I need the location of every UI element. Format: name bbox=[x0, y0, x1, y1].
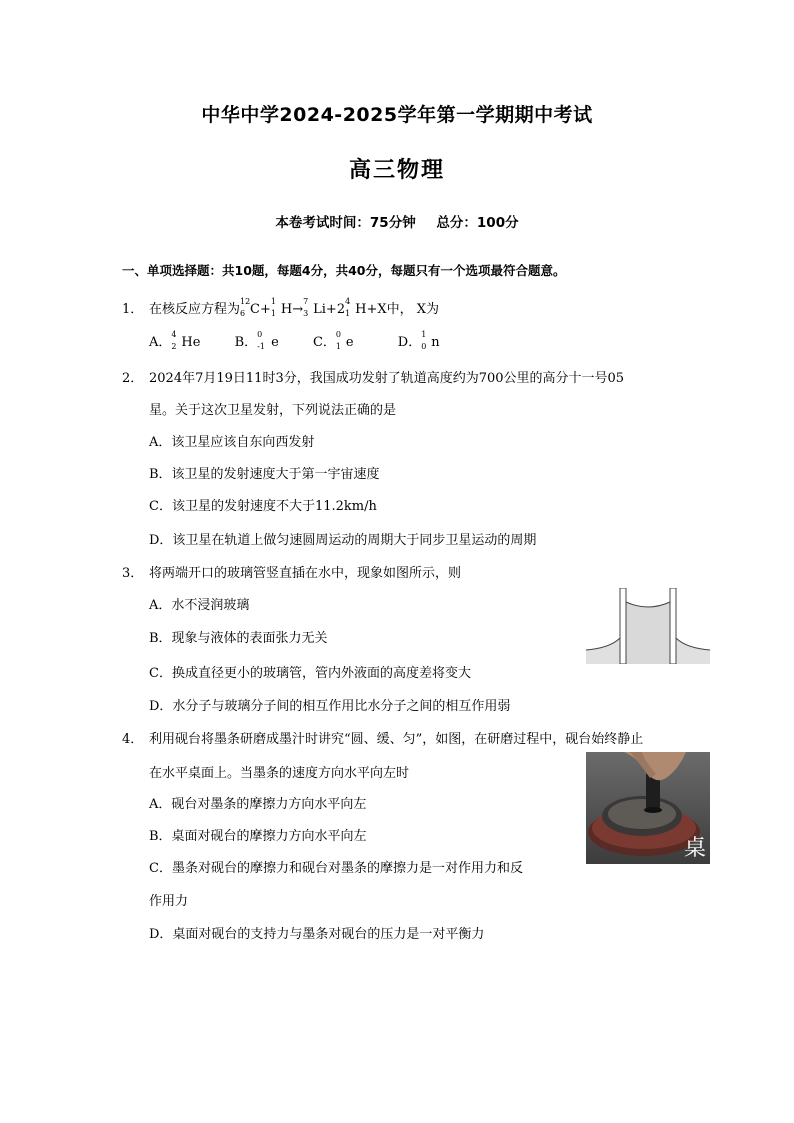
q1-option-a: A． 4 2 He bbox=[149, 330, 201, 351]
q2-option-b: B．该卫星的发射速度大于第一宇宙速度 bbox=[149, 467, 380, 482]
q2-line1: 2024年7月19日11时3分，我国成功发射了轨道高度约为700公里的高分十一号05 bbox=[149, 371, 625, 386]
q3-number: 3． bbox=[122, 566, 144, 581]
q4-number: 4． bbox=[122, 732, 144, 747]
exam-title: 中华中学2024-2025学年第一学期期中考试 bbox=[201, 104, 593, 126]
q1-stem-prefix: 在核反应方程为 bbox=[149, 302, 241, 317]
q4-option-c-line2: 作用力 bbox=[149, 894, 189, 909]
inkstone-photo bbox=[586, 752, 710, 864]
q2-line2: 星。关于这次卫星发射，下列说法正确的是 bbox=[149, 403, 397, 418]
exam-score: 总分：100分 bbox=[436, 215, 519, 231]
q2-option-c: C．该卫星的发射速度不大于11.2km/h bbox=[149, 499, 377, 514]
q4-option-a: A．砚台对墨条的摩擦力方向水平向左 bbox=[149, 797, 367, 812]
q1-option-d: D． 1 0 n bbox=[397, 330, 440, 351]
q3-stem: 将两端开口的玻璃管竖直插在水中，现象如图所示，则 bbox=[149, 566, 462, 581]
q1-equation: 12 6 C bbox=[240, 297, 260, 318]
q4-option-b: B．桌面对砚台的摩擦力方向水平向左 bbox=[149, 829, 367, 844]
exam-subject: 高三物理 bbox=[348, 158, 445, 183]
section-heading: 一、单项选择题：共10题，每题4分，共40分，每题只有一个选项最符合题意。 bbox=[122, 263, 566, 278]
q2-option-a: A．该卫星应该自东向西发射 bbox=[149, 435, 315, 450]
q1-option-b: B． 0 -1 e bbox=[234, 330, 279, 351]
q4-line2: 在水平桌面上。当墨条的速度方向水平向左时 bbox=[149, 766, 410, 781]
exam-time: 本卷考试时间：75分钟 bbox=[275, 215, 416, 231]
capillary-tube-figure bbox=[586, 588, 710, 664]
q4-option-c-line1: C．墨条对砚台的摩擦力和砚台对墨条的摩擦力是一对作用力和反 bbox=[149, 861, 523, 876]
q1-stem-suffix: 中， X为 bbox=[386, 302, 439, 317]
q3-option-d: D．水分子与玻璃分子间的相互作用比水分子之间的相互作用弱 bbox=[149, 699, 511, 714]
q1-option-c: C． 0 1 e bbox=[312, 330, 354, 351]
q3-option-c: C．换成直径更小的玻璃管，管内外液面的高度差将变大 bbox=[149, 666, 471, 681]
q1-number: 1． bbox=[122, 302, 144, 317]
q4-option-d: D．桌面对砚台的支持力与墨条对砚台的压力是一对平衡力 bbox=[149, 927, 485, 942]
q3-option-b: B．现象与液体的表面张力无关 bbox=[149, 631, 328, 646]
exam-meta bbox=[0, 211, 794, 231]
q2-option-d: D．该卫星在轨道上做匀速圆周运动的周期大于同步卫星运动的周期 bbox=[149, 533, 537, 548]
q4-line1: 利用砚台将墨条研磨成墨汁时讲究“圆、缓、匀”，如图，在研磨过程中，砚台始终静止 bbox=[149, 732, 644, 747]
q3-option-a: A．水不浸润玻璃 bbox=[149, 598, 250, 613]
desk-label: 桌 bbox=[683, 836, 706, 861]
q2-number: 2． bbox=[122, 371, 144, 386]
q1-stem: 在核反应方程为 12 6 C+ 1 1 H→ 7 3 Li+2 4 1 H+X中， X为 bbox=[149, 297, 439, 318]
q1-options bbox=[149, 331, 470, 350]
